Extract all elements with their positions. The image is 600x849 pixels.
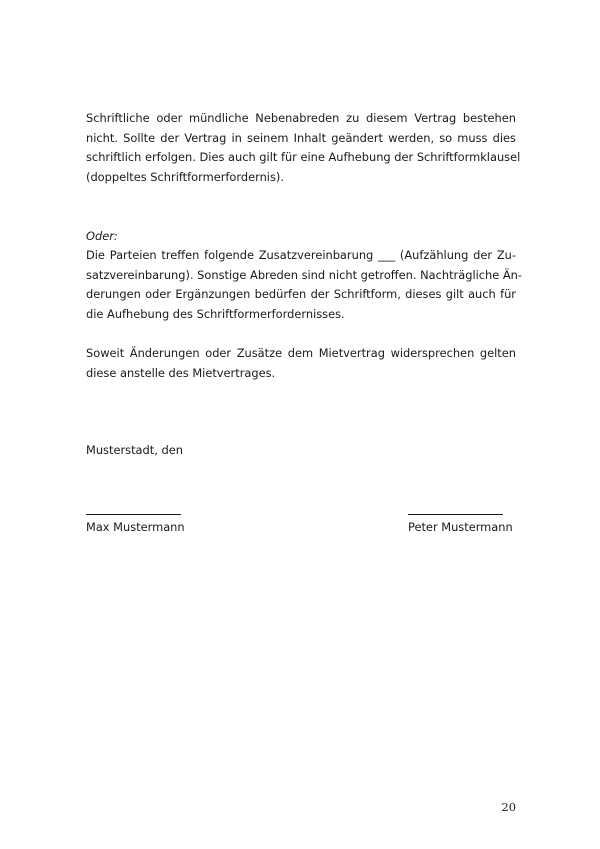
place-date: Musterstadt, den (86, 443, 183, 457)
paragraph-line: Soweit Änderungen oder Zusätze dem Mietvertrag widersprechen gelten (86, 346, 516, 360)
signature-line-right (408, 514, 503, 515)
paragraph-line: satzvereinbarung). Sonstige Abreden sind nicht getroffen. Nachträgliche Än- (86, 268, 523, 282)
page-number: 20 (501, 800, 516, 814)
paragraph-line: schriftlich erfolgen. Dies auch gilt für eine Aufhebung der Schriftformklausel (86, 150, 521, 164)
paragraph-line: Schriftliche oder mündliche Nebenabreden zu diesem Vertrag bestehen (86, 111, 516, 125)
signature-name-right: Peter Mustermann (408, 520, 513, 534)
paragraph-line: die Aufhebung des Schriftformerfordernisses. (86, 307, 345, 321)
paragraph-line: nicht. Sollte der Vertrag in seinem Inhalt geändert werden, so muss dies (86, 131, 516, 145)
paragraph-line: diese anstelle des Mietvertrages. (86, 366, 276, 380)
paragraph-line: derungen oder Ergänzungen bedürfen der Schriftform, dieses gilt auch für (86, 287, 516, 301)
alternative-heading: Oder: (86, 229, 118, 243)
paragraph-line: Die Parteien treffen folgende Zusatzvereinbarung ___ (Aufzählung der Zu- (86, 248, 516, 262)
paragraph-line: (doppeltes Schriftformerfordernis). (86, 170, 284, 184)
signature-line-left (86, 514, 181, 515)
signature-name-left: Max Mustermann (86, 520, 185, 534)
